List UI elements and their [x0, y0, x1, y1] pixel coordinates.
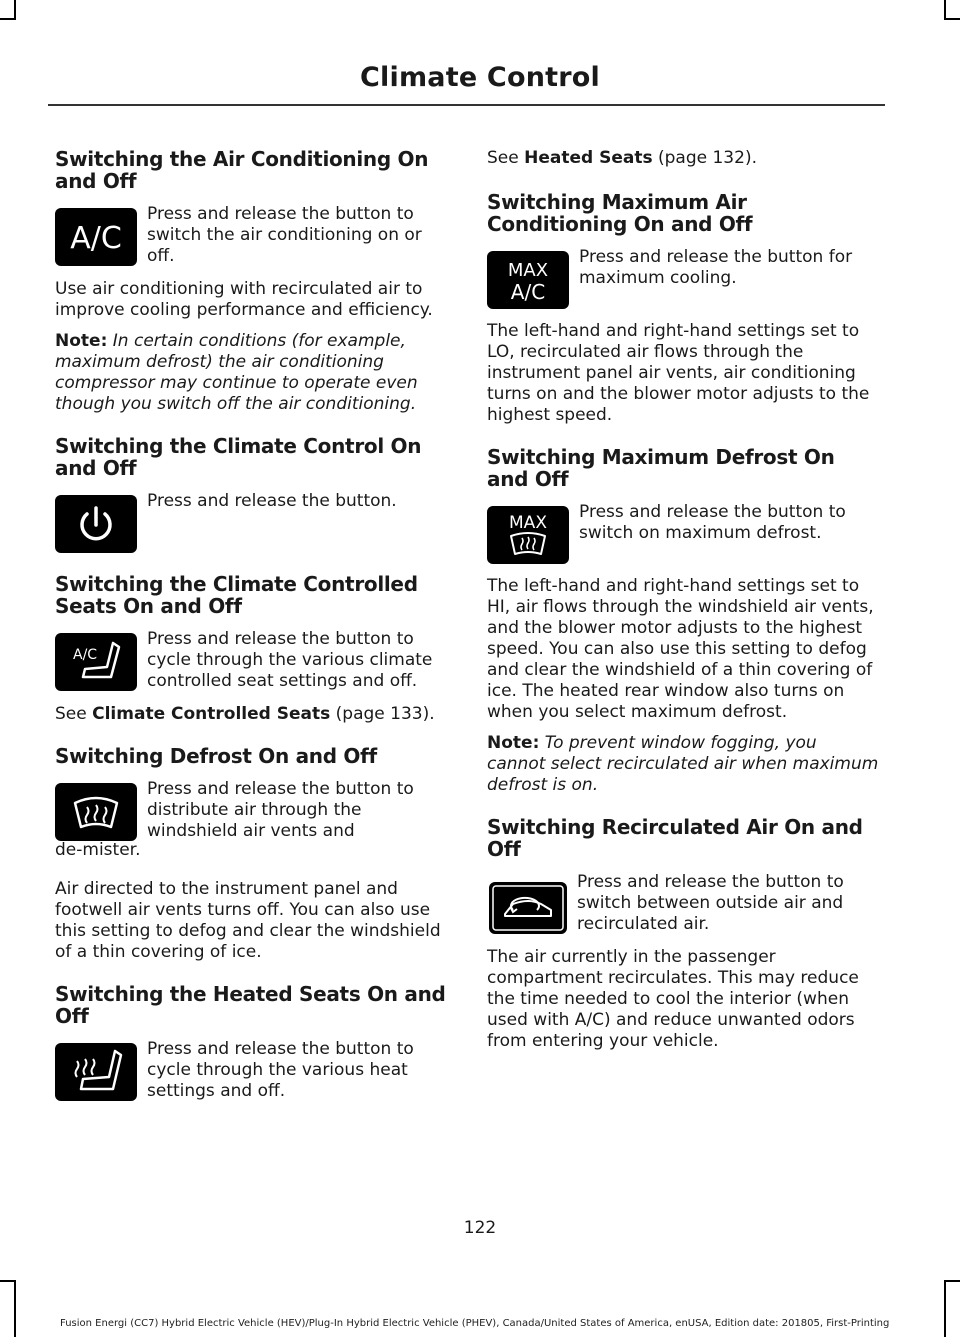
section-heading: Switching the Climate Controlled Seats On and Off	[55, 572, 418, 618]
crop-mark	[14, 1280, 16, 1337]
icon-row	[55, 204, 447, 267]
crop-mark	[944, 0, 946, 20]
page-reference: (page 132).	[658, 148, 757, 168]
max-defrost-icon	[487, 506, 569, 564]
max-ac-icon	[487, 251, 569, 309]
icon-row	[55, 629, 447, 692]
instruction-text: Press and release the button for maximum cooling.	[579, 247, 853, 288]
note	[487, 733, 879, 796]
icon-row	[487, 872, 879, 935]
section-heading: Switching the Climate Control On and Off	[55, 434, 422, 480]
heated-seat-icon	[55, 1043, 137, 1101]
svg-text:A/C: A/C	[73, 647, 98, 663]
crop-mark	[14, 0, 16, 20]
page-number: 122	[463, 1218, 497, 1238]
paragraph: The left-hand and right-hand settings set to HI, air flows through the windshield air vents, and the blower motor adjusts to the highest speed. You can also use this setting to defog and clear the windshield of a thin covering of ice. The heated rear window also turns on when you select maximum defrost.	[487, 576, 874, 722]
ac-button-icon	[55, 208, 137, 266]
instruction-text: Press and release the button to distribute air through the windshield air vents and	[147, 779, 414, 841]
svg-text:MAX: MAX	[509, 513, 547, 533]
instruction-text: Press and release the button to switch between outside air and recirculated air.	[577, 872, 844, 934]
paragraph: Use air conditioning with recirculated air to improve cooling performance and efficiency.	[55, 279, 433, 320]
recirculate-icon	[489, 882, 567, 934]
crop-mark	[944, 18, 960, 20]
footer-text: Fusion Energi (CC7) Hybrid Electric Vehicle (HEV)/Plug-In Hybrid Electric Vehicle (PHEV), Canada/United States of America, enUSA, Edition date: 201805, First-Printing	[60, 1318, 890, 1329]
section-heading: Switching the Heated Seats On and Off	[55, 982, 446, 1028]
section-heading: Switching the Air Conditioning On and Off	[55, 147, 429, 193]
note-label: Note:	[487, 733, 540, 753]
icon-row	[55, 1039, 447, 1102]
climate-seat-icon	[55, 633, 137, 691]
icon-row	[55, 491, 447, 553]
svg-text:MAX: MAX	[507, 260, 549, 281]
svg-text:A/C: A/C	[70, 221, 122, 256]
section-heading: Switching Recirculated Air On and Off	[487, 815, 863, 861]
defrost-icon	[55, 783, 137, 841]
paragraph: The air currently in the passenger compartment recirculates. This may reduce the time needed to cool the interior (when used with A/C) and reduce unwanted odors from entering your vehicle.	[487, 947, 859, 1051]
page-reference: (page 133).	[335, 704, 435, 724]
header-divider	[48, 104, 885, 106]
crop-mark	[0, 18, 16, 20]
see-text: See	[487, 148, 519, 168]
note-text: To prevent window fogging, you cannot select recirculated air when maximum defrost is on.	[487, 733, 879, 795]
section-heading: Switching Maximum Defrost On and Off	[487, 445, 835, 491]
instruction-text: Press and release the button to switch on maximum defrost.	[579, 502, 846, 543]
see-reference	[487, 148, 879, 169]
icon-row	[487, 247, 879, 309]
crop-mark	[944, 1280, 946, 1337]
paragraph: The left-hand and right-hand settings set to LO, recirculated air flows through the instrument panel air vents, air conditioning turns on and the blower motor adjusts to the highest speed.	[487, 321, 870, 425]
note-text: In certain conditions (for example, maximum defrost) the air conditioning compressor may continue to operate even though you switch off the air conditioning.	[55, 331, 418, 414]
cross-reference-link[interactable]: Climate Controlled Seats	[92, 704, 331, 724]
instruction-text: Press and release the button to cycle through the various heat settings and off.	[147, 1039, 414, 1101]
section-heading: Switching Defrost On and Off	[55, 744, 377, 768]
page-title: Climate Control	[360, 62, 600, 93]
section-heading: Switching Maximum Air Conditioning On and Off	[487, 190, 753, 236]
instruction-text: Press and release the button to cycle through the various climate controlled seat settings and off.	[147, 629, 433, 691]
note-label: Note:	[55, 331, 108, 351]
instruction-text-continued: de-mister.	[55, 840, 141, 860]
crop-mark	[0, 1280, 16, 1282]
see-reference	[55, 704, 447, 725]
see-text: See	[55, 704, 87, 724]
note	[55, 331, 447, 415]
paragraph: Air directed to the instrument panel and footwell air vents turns off. You can also use this setting to defog and clear the windshield of a thin covering of ice.	[55, 879, 441, 962]
left-column	[55, 148, 447, 1114]
power-icon	[55, 495, 137, 553]
right-column	[487, 148, 879, 1062]
icon-row	[55, 779, 447, 842]
cross-reference-link[interactable]: Heated Seats	[524, 148, 653, 168]
crop-mark	[944, 1280, 960, 1282]
instruction-text: Press and release the button.	[147, 491, 397, 511]
svg-text:A/C: A/C	[510, 280, 546, 304]
icon-row	[487, 502, 879, 564]
instruction-text: Press and release the button to switch the air conditioning on or off.	[147, 204, 422, 266]
